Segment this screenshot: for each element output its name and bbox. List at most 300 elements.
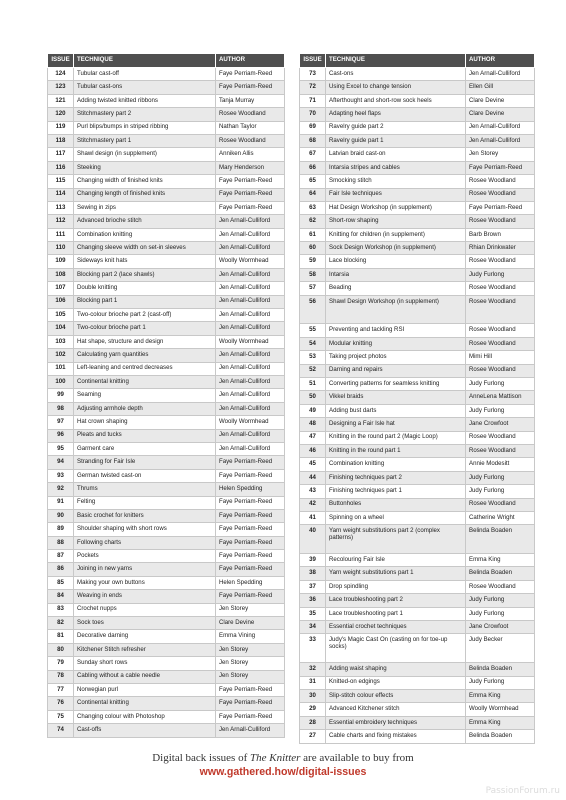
technique-cell: Ravelry guide part 1 bbox=[326, 134, 466, 147]
table-row bbox=[300, 175, 535, 188]
issue-cell: 43 bbox=[300, 485, 326, 498]
technique-cell: Judy's Magic Cast On (casting on for toe-up socks) bbox=[326, 634, 466, 663]
technique-cell: Hat crown shaping bbox=[74, 416, 216, 429]
issue-cell: 28 bbox=[300, 716, 326, 729]
issue-cell: 46 bbox=[300, 444, 326, 457]
issue-cell: 33 bbox=[300, 634, 326, 663]
technique-cell: Vikkel braids bbox=[326, 391, 466, 404]
table-row bbox=[48, 389, 285, 402]
issue-cell: 120 bbox=[48, 108, 74, 121]
technique-cell: Using Excel to change tension bbox=[326, 81, 466, 94]
technique-cell: Changing sleeve width on set-in sleeves bbox=[74, 242, 216, 255]
table-row bbox=[300, 108, 535, 121]
table-header-row bbox=[300, 54, 535, 68]
technique-header: TECHNIQUE bbox=[326, 54, 466, 68]
technique-cell: Knitting in the round part 1 bbox=[326, 444, 466, 457]
technique-cell: Pleats and tucks bbox=[74, 429, 216, 442]
table-row bbox=[48, 442, 285, 455]
table-row bbox=[48, 81, 285, 94]
table-row bbox=[48, 161, 285, 174]
issue-cell: 87 bbox=[48, 550, 74, 563]
table-row bbox=[300, 242, 535, 255]
table-row bbox=[300, 134, 535, 147]
technique-cell: Ravelry guide part 2 bbox=[326, 121, 466, 134]
issue-cell: 29 bbox=[300, 703, 326, 716]
author-cell: Faye Perriam-Reed bbox=[216, 590, 285, 603]
issue-cell: 115 bbox=[48, 175, 74, 188]
issue-cell: 70 bbox=[300, 108, 326, 121]
table-row bbox=[300, 337, 535, 350]
author-cell: Rosee Woodland bbox=[466, 255, 535, 268]
author-cell: Belinda Boaden bbox=[466, 663, 535, 676]
issue-cell: 117 bbox=[48, 148, 74, 161]
issue-cell: 93 bbox=[48, 469, 74, 482]
technique-cell: Cable charts and fixing mistakes bbox=[326, 730, 466, 743]
table-row bbox=[300, 364, 535, 377]
technique-cell: Calculating yarn quantities bbox=[74, 349, 216, 362]
technique-cell: Sock Design Workshop (in supplement) bbox=[326, 242, 466, 255]
magazine-title: The Knitter bbox=[250, 752, 301, 764]
table-row bbox=[48, 683, 285, 696]
author-cell: Barb Brown bbox=[466, 228, 535, 241]
author-cell: Rosee Woodland bbox=[466, 364, 535, 377]
author-cell: Woolly Wormhead bbox=[216, 335, 285, 348]
author-cell: Jen Arnall-Culliford bbox=[216, 375, 285, 388]
author-cell: Emma Vining bbox=[216, 630, 285, 643]
author-cell: Woolly Wormhead bbox=[216, 416, 285, 429]
issue-cell: 84 bbox=[48, 590, 74, 603]
author-cell: Jen Storey bbox=[216, 643, 285, 656]
author-cell: Rosee Woodland bbox=[466, 295, 535, 324]
author-cell: Faye Perriam-Reed bbox=[216, 536, 285, 549]
table-row bbox=[48, 148, 285, 161]
technique-cell: Tubular cast-ons bbox=[74, 81, 216, 94]
issue-cell: 114 bbox=[48, 188, 74, 201]
table-row bbox=[48, 536, 285, 549]
technique-cell: Shawl Design Workshop (in supplement) bbox=[326, 295, 466, 324]
author-cell: Judy Furlong bbox=[466, 676, 535, 689]
table-row bbox=[48, 295, 285, 308]
technique-cell: Shawl design (in supplement) bbox=[74, 148, 216, 161]
issue-cell: 51 bbox=[300, 378, 326, 391]
author-cell: Ellen Gill bbox=[466, 81, 535, 94]
technique-cell: Essential crochet techniques bbox=[326, 621, 466, 634]
issue-cell: 58 bbox=[300, 268, 326, 281]
issue-cell: 48 bbox=[300, 418, 326, 431]
author-cell: Jen Arnall-Culliford bbox=[216, 268, 285, 281]
issue-cell: 81 bbox=[48, 630, 74, 643]
author-cell: Rosee Woodland bbox=[216, 134, 285, 147]
technique-cell: Buttonholes bbox=[326, 498, 466, 511]
author-cell: Clare Devine bbox=[466, 94, 535, 107]
issue-cell: 62 bbox=[300, 215, 326, 228]
technique-index-table-left bbox=[47, 53, 285, 738]
table-row bbox=[300, 498, 535, 511]
technique-cell: Adding waist shaping bbox=[326, 663, 466, 676]
issue-cell: 56 bbox=[300, 295, 326, 324]
author-cell: Belinda Boaden bbox=[466, 567, 535, 580]
table-row bbox=[48, 416, 285, 429]
technique-cell: Hat Design Workshop (in supplement) bbox=[326, 201, 466, 214]
author-cell: Rosee Woodland bbox=[466, 282, 535, 295]
back-issues-note bbox=[0, 752, 566, 764]
author-cell: Faye Perriam-Reed bbox=[216, 201, 285, 214]
table-row bbox=[48, 657, 285, 670]
author-cell: Rosee Woodland bbox=[466, 444, 535, 457]
author-cell: Jen Storey bbox=[466, 148, 535, 161]
table-row bbox=[48, 268, 285, 281]
author-cell: Faye Perriam-Reed bbox=[216, 496, 285, 509]
technique-cell: Combination knitting bbox=[326, 458, 466, 471]
issue-cell: 76 bbox=[48, 697, 74, 710]
issue-cell: 32 bbox=[300, 663, 326, 676]
table-row bbox=[48, 335, 285, 348]
table-row bbox=[48, 496, 285, 509]
technique-cell: Spinning on a wheel bbox=[326, 511, 466, 524]
table-row bbox=[48, 670, 285, 683]
issue-cell: 45 bbox=[300, 458, 326, 471]
author-cell: Anniken Allis bbox=[216, 148, 285, 161]
technique-header: TECHNIQUE bbox=[74, 54, 216, 68]
issue-cell: 27 bbox=[300, 730, 326, 743]
table-row bbox=[48, 710, 285, 723]
table-row bbox=[48, 362, 285, 375]
issue-cell: 99 bbox=[48, 389, 74, 402]
table-row bbox=[300, 418, 535, 431]
author-cell: Judy Furlong bbox=[466, 594, 535, 607]
issue-cell: 86 bbox=[48, 563, 74, 576]
table-row bbox=[48, 322, 285, 335]
issue-cell: 119 bbox=[48, 121, 74, 134]
table-row bbox=[48, 456, 285, 469]
issue-cell: 111 bbox=[48, 228, 74, 241]
author-cell: Rosee Woodland bbox=[216, 108, 285, 121]
table-row bbox=[48, 603, 285, 616]
table-row bbox=[300, 81, 535, 94]
technique-cell: Thrums bbox=[74, 483, 216, 496]
table-row bbox=[48, 617, 285, 630]
note-prefix: Digital back issues of bbox=[152, 752, 250, 764]
table-row bbox=[300, 188, 535, 201]
technique-cell: Double knitting bbox=[74, 282, 216, 295]
issue-cell: 100 bbox=[48, 375, 74, 388]
table-row bbox=[300, 282, 535, 295]
author-cell: Faye Perriam-Reed bbox=[466, 201, 535, 214]
technique-cell: Advanced Kitchener stitch bbox=[326, 703, 466, 716]
issue-cell: 63 bbox=[300, 201, 326, 214]
technique-cell: Changing length of finished knits bbox=[74, 188, 216, 201]
table-row bbox=[300, 703, 535, 716]
issue-cell: 59 bbox=[300, 255, 326, 268]
technique-cell: Hat shape, structure and design bbox=[74, 335, 216, 348]
table-row bbox=[48, 134, 285, 147]
author-cell: Jen Storey bbox=[216, 603, 285, 616]
technique-cell: Knitting in the round part 2 (Magic Loop) bbox=[326, 431, 466, 444]
author-cell: Faye Perriam-Reed bbox=[216, 563, 285, 576]
technique-cell: Afterthought and short-row sock heels bbox=[326, 94, 466, 107]
technique-cell: Designing a Fair Isle hat bbox=[326, 418, 466, 431]
footer bbox=[0, 752, 566, 778]
issue-cell: 116 bbox=[48, 161, 74, 174]
table-row bbox=[300, 295, 535, 324]
author-cell: Jen Arnall-Culliford bbox=[466, 121, 535, 134]
technique-cell: Intarsia stripes and cables bbox=[326, 161, 466, 174]
technique-cell: Stranding for Fair Isle bbox=[74, 456, 216, 469]
issue-cell: 97 bbox=[48, 416, 74, 429]
table-row bbox=[300, 215, 535, 228]
technique-index-table-right bbox=[299, 53, 535, 744]
issue-cell: 106 bbox=[48, 295, 74, 308]
issue-cell: 53 bbox=[300, 351, 326, 364]
technique-cell: Advanced brioche stitch bbox=[74, 215, 216, 228]
issue-cell: 118 bbox=[48, 134, 74, 147]
issue-cell: 36 bbox=[300, 594, 326, 607]
issue-cell: 89 bbox=[48, 523, 74, 536]
table-row bbox=[48, 175, 285, 188]
table-row bbox=[48, 309, 285, 322]
issue-cell: 94 bbox=[48, 456, 74, 469]
table-row bbox=[48, 509, 285, 522]
author-cell: Jen Arnall-Culliford bbox=[216, 228, 285, 241]
technique-cell: Adjusting armhole depth bbox=[74, 402, 216, 415]
issue-cell: 67 bbox=[300, 148, 326, 161]
issue-cell: 42 bbox=[300, 498, 326, 511]
technique-cell: Drop spindling bbox=[326, 580, 466, 593]
issue-cell: 77 bbox=[48, 683, 74, 696]
technique-cell: Changing colour with Photoshop bbox=[74, 710, 216, 723]
author-cell: Faye Perriam-Reed bbox=[216, 550, 285, 563]
technique-cell: Following charts bbox=[74, 536, 216, 549]
table-row bbox=[48, 563, 285, 576]
technique-cell: Lace blocking bbox=[326, 255, 466, 268]
author-cell: Belinda Boaden bbox=[466, 730, 535, 743]
technique-cell: Shoulder shaping with short rows bbox=[74, 523, 216, 536]
watermark: PassionForum.ru bbox=[485, 786, 560, 796]
table-header-row bbox=[48, 54, 285, 68]
issue-cell: 78 bbox=[48, 670, 74, 683]
issue-cell: 80 bbox=[48, 643, 74, 656]
table-row bbox=[48, 483, 285, 496]
author-cell: Rhian Drinkwater bbox=[466, 242, 535, 255]
table-row bbox=[48, 469, 285, 482]
table-row bbox=[48, 282, 285, 295]
author-cell: Judy Furlong bbox=[466, 378, 535, 391]
table-row bbox=[48, 215, 285, 228]
author-cell: Jen Arnall-Culliford bbox=[216, 389, 285, 402]
issue-cell: 101 bbox=[48, 362, 74, 375]
table-row bbox=[48, 630, 285, 643]
technique-cell: Essential embroidery techniques bbox=[326, 716, 466, 729]
author-cell: Rosee Woodland bbox=[466, 580, 535, 593]
author-cell: Emma King bbox=[466, 716, 535, 729]
table-row bbox=[300, 391, 535, 404]
technique-cell: Sunday short rows bbox=[74, 657, 216, 670]
table-row bbox=[300, 554, 535, 567]
author-cell: Jen Storey bbox=[216, 657, 285, 670]
author-cell: Judy Furlong bbox=[466, 471, 535, 484]
table-row bbox=[48, 228, 285, 241]
table-row bbox=[300, 716, 535, 729]
table-row bbox=[300, 511, 535, 524]
issue-cell: 98 bbox=[48, 402, 74, 415]
author-cell: Jen Arnall-Culliford bbox=[466, 68, 535, 81]
issue-cell: 74 bbox=[48, 724, 74, 737]
author-cell: Jane Crowfoot bbox=[466, 621, 535, 634]
author-cell: Jen Storey bbox=[216, 670, 285, 683]
technique-cell: Basic crochet for knitters bbox=[74, 509, 216, 522]
technique-cell: Fair Isle techniques bbox=[326, 188, 466, 201]
issue-cell: 113 bbox=[48, 201, 74, 214]
author-cell: Jen Arnall-Culliford bbox=[216, 322, 285, 335]
author-cell: Clare Devine bbox=[216, 617, 285, 630]
table-row bbox=[300, 607, 535, 620]
technique-cell: Cabling without a cable needle bbox=[74, 670, 216, 683]
author-cell: Catherine Wright bbox=[466, 511, 535, 524]
author-cell: Faye Perriam-Reed bbox=[216, 683, 285, 696]
author-cell: Faye Perriam-Reed bbox=[216, 697, 285, 710]
issue-cell: 103 bbox=[48, 335, 74, 348]
technique-cell: Smocking stitch bbox=[326, 175, 466, 188]
technique-cell: Decorative darning bbox=[74, 630, 216, 643]
author-cell: Faye Perriam-Reed bbox=[216, 81, 285, 94]
technique-cell: Norwegian purl bbox=[74, 683, 216, 696]
author-cell: Judy Furlong bbox=[466, 485, 535, 498]
author-cell: Rosee Woodland bbox=[466, 431, 535, 444]
technique-cell: German twisted cast-on bbox=[74, 469, 216, 482]
technique-cell: Darning and repairs bbox=[326, 364, 466, 377]
issue-cell: 54 bbox=[300, 337, 326, 350]
technique-cell: Adding bust darts bbox=[326, 404, 466, 417]
technique-cell: Sewing in zips bbox=[74, 201, 216, 214]
table-row bbox=[48, 201, 285, 214]
author-cell: Rosee Woodland bbox=[466, 498, 535, 511]
technique-cell: Pockets bbox=[74, 550, 216, 563]
author-cell: Jen Arnall-Culliford bbox=[466, 134, 535, 147]
issue-cell: 75 bbox=[48, 710, 74, 723]
author-cell: Woolly Wormhead bbox=[216, 255, 285, 268]
table-row bbox=[300, 228, 535, 241]
technique-cell: Sock toes bbox=[74, 617, 216, 630]
table-row bbox=[48, 643, 285, 656]
table-row bbox=[48, 523, 285, 536]
issue-cell: 65 bbox=[300, 175, 326, 188]
table-row bbox=[300, 525, 535, 554]
table-row bbox=[300, 201, 535, 214]
author-cell: Rosee Woodland bbox=[466, 337, 535, 350]
author-cell: Jen Arnall-Culliford bbox=[216, 429, 285, 442]
technique-cell: Crochet nupps bbox=[74, 603, 216, 616]
author-cell: Faye Perriam-Reed bbox=[216, 175, 285, 188]
author-header: AUTHOR bbox=[466, 54, 535, 68]
technique-cell: Yarn weight substitutions part 1 bbox=[326, 567, 466, 580]
issue-cell: 57 bbox=[300, 282, 326, 295]
issue-cell: 52 bbox=[300, 364, 326, 377]
table-row bbox=[300, 471, 535, 484]
author-cell: Faye Perriam-Reed bbox=[216, 188, 285, 201]
technique-cell: Modular knitting bbox=[326, 337, 466, 350]
table-row bbox=[48, 108, 285, 121]
issue-cell: 41 bbox=[300, 511, 326, 524]
technique-cell: Latvian braid cast-on bbox=[326, 148, 466, 161]
issue-cell: 79 bbox=[48, 657, 74, 670]
technique-cell: Adapting heel flaps bbox=[326, 108, 466, 121]
issue-cell: 108 bbox=[48, 268, 74, 281]
table-row bbox=[300, 268, 535, 281]
table-row bbox=[48, 375, 285, 388]
digital-issues-link[interactable]: www.gathered.how/digital-issues bbox=[199, 766, 367, 778]
author-cell: Emma King bbox=[466, 690, 535, 703]
technique-cell: Knitting for children (in supplement) bbox=[326, 228, 466, 241]
table-row bbox=[300, 161, 535, 174]
issue-cell: 38 bbox=[300, 567, 326, 580]
table-row bbox=[48, 550, 285, 563]
technique-cell: Garment care bbox=[74, 442, 216, 455]
issue-cell: 88 bbox=[48, 536, 74, 549]
table-row bbox=[300, 458, 535, 471]
issue-cell: 68 bbox=[300, 134, 326, 147]
issue-header: ISSUE bbox=[300, 54, 326, 68]
issue-cell: 107 bbox=[48, 282, 74, 295]
author-cell: Jen Arnall-Culliford bbox=[216, 295, 285, 308]
technique-cell: Slip-stitch colour effects bbox=[326, 690, 466, 703]
technique-cell: Cast-offs bbox=[74, 724, 216, 737]
table-row bbox=[48, 242, 285, 255]
issue-cell: 109 bbox=[48, 255, 74, 268]
issue-cell: 95 bbox=[48, 442, 74, 455]
table-row bbox=[48, 94, 285, 107]
issue-cell: 123 bbox=[48, 81, 74, 94]
table-row bbox=[48, 590, 285, 603]
author-cell: Faye Perriam-Reed bbox=[216, 523, 285, 536]
table-row bbox=[300, 351, 535, 364]
table-row bbox=[48, 68, 285, 81]
author-cell: Jen Arnall-Culliford bbox=[216, 724, 285, 737]
technique-cell: Intarsia bbox=[326, 268, 466, 281]
author-cell: Woolly Wormhead bbox=[466, 703, 535, 716]
issue-cell: 49 bbox=[300, 404, 326, 417]
author-header: AUTHOR bbox=[216, 54, 285, 68]
issue-cell: 34 bbox=[300, 621, 326, 634]
technique-cell: Blocking part 1 bbox=[74, 295, 216, 308]
technique-cell: Yarn weight substitutions part 2 (complex patterns) bbox=[326, 525, 466, 554]
issue-cell: 69 bbox=[300, 121, 326, 134]
issue-cell: 64 bbox=[300, 188, 326, 201]
technique-cell: Continental knitting bbox=[74, 697, 216, 710]
issue-cell: 83 bbox=[48, 603, 74, 616]
table-row bbox=[48, 349, 285, 362]
author-cell: Jen Arnall-Culliford bbox=[216, 282, 285, 295]
technique-cell: Short-row shaping bbox=[326, 215, 466, 228]
technique-cell: Adding twisted knitted ribbons bbox=[74, 94, 216, 107]
table-row bbox=[48, 697, 285, 710]
technique-cell: Two-colour brioche part 1 bbox=[74, 322, 216, 335]
table-row bbox=[300, 676, 535, 689]
table-row bbox=[300, 663, 535, 676]
table-row bbox=[300, 634, 535, 663]
issue-cell: 121 bbox=[48, 94, 74, 107]
technique-cell: Joining in new yarns bbox=[74, 563, 216, 576]
issue-header: ISSUE bbox=[48, 54, 74, 68]
issue-cell: 85 bbox=[48, 576, 74, 589]
author-cell: Annie Modesitt bbox=[466, 458, 535, 471]
issue-cell: 104 bbox=[48, 322, 74, 335]
technique-cell: Recolouring Fair Isle bbox=[326, 554, 466, 567]
issue-cell: 31 bbox=[300, 676, 326, 689]
technique-cell: Taking project photos bbox=[326, 351, 466, 364]
author-cell: Jen Arnall-Culliford bbox=[216, 349, 285, 362]
author-cell: Emma King bbox=[466, 554, 535, 567]
table-row bbox=[300, 404, 535, 417]
